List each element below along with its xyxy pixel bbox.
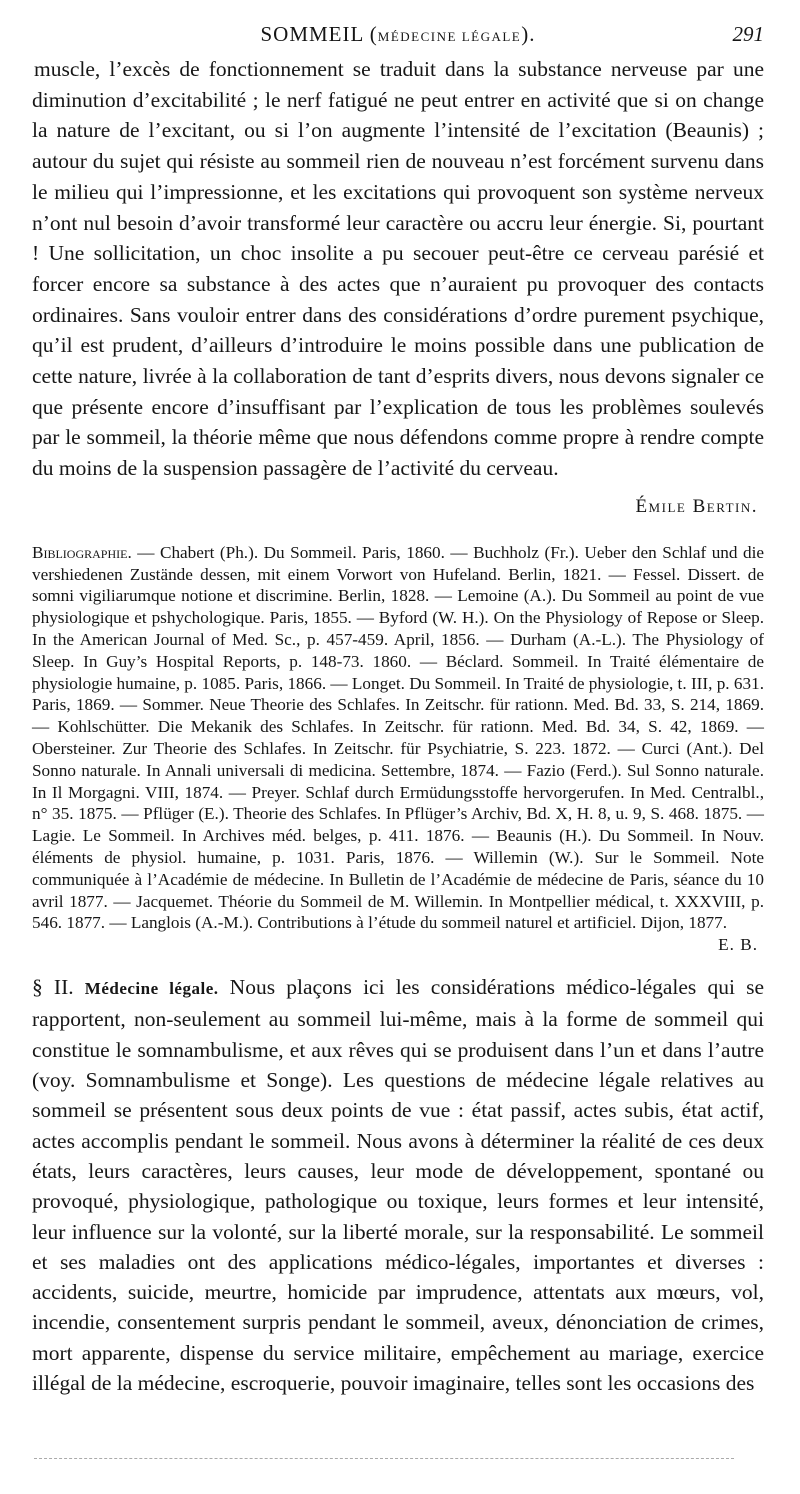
running-title-close: ). xyxy=(521,22,536,46)
section-medecine-legale xyxy=(32,972,764,1398)
running-title-main: SOMMEIL ( xyxy=(260,22,378,46)
bibliography-initials: E. B. xyxy=(718,935,758,955)
author-signature: Émile Bertin. xyxy=(635,495,758,517)
running-head xyxy=(32,22,764,54)
footer-rule xyxy=(34,1458,734,1459)
running-title xyxy=(32,22,764,47)
section-heading: Médecine légale. xyxy=(84,979,219,999)
bibliography-label: Bibliographie. xyxy=(32,542,132,562)
section-number: § II. xyxy=(32,975,74,1000)
page-number: 291 xyxy=(732,22,764,46)
bibliography-text: — Chabert (Ph.). Du Sommeil. Paris, 1860. — Buchholz (Fr.). Ueber den Schlaf und die vershiedenen Zustände dessen, mit einem Vorwort von Hufeland. Berlin, 1821. — Fessel. Dissert. de somni vigiliarumque notione et discrimine. Berlin, 1828. — Lemoine (A.). Du Sommeil au point de vue physiologique et pshychologique. Paris, 1855. — Byford (W. H.). On the Physiology of Repose or Sleep. In the American Journal of Med. Sc., p. 457-459. April, 1856. — Durham (A.-L.). The Physiology of Sleep. In Guy’s Hospital Reports, p. 148-73. 1860. — Béclard. Sommeil. In Traité élémentaire de physiologie humaine, p. 1085. Paris, 1866. — Longet. Du Sommeil. In Traité de physiologie, t. III, p. 631. Paris, 1869. — Sommer. Neue Theorie des Schlafes. In Zeitschr. für rationn. Med. Bd. 33, S. 214, 1869. — Kohlschütter. Die Mekanik des Schlafes. In Zeitschr. für rationn. Med. Bd. 34, S. 42, 1869. — Obersteiner. Zur Theorie des Schlafes. In Zeitschr. für Psychiatrie, S. 223. 1872. — Curci (Ant.). Del Sonno naturale. In Annali universali di medicina. Settembre, 1874. — Fazio (Ferd.). Sul Sonno naturale. In Il Morgagni. VIII, 1874. — Preyer. Schlaf durch Ermüdungsstoffe hervorgerufen. In Med. Centralbl., n° 35. 1875. — Pflüger (E.). Theorie des Schlafes. In Pflüger’s Archiv, Bd. X, H. 8, u. 9, S. 468. 1875. — Lagie. Le Sommeil. In Archives méd. belges, p. 411. 1876. — Beaunis (H.). Du Sommeil. In Nouv. éléments de physiol. humaine, p. 1031. Paris, 1876. — Willemin (W.). Sur le Sommeil. Note communiquée à l’Académie de médecine. In Bulletin de l’Académie de médecine de Paris, séance du 10 avril 1877. — Jacquemet. Théorie du Sommeil de M. Willemin. In Montpellier médical, t. XXXVIII, p. 546. 1877. — Langlois (A.-M.). Contributions à l’étude du sommeil naturel et artificiel. Dijon, 1877. xyxy=(32,542,764,933)
running-title-sub: MÉDECINE LÉGALE xyxy=(377,29,522,44)
page xyxy=(32,22,764,1398)
bibliography xyxy=(32,542,764,955)
section-text: Nous plaçons ici les considérations médico-légales qui se rapportent, non-seulement au sommeil lui-même, mais à la forme de sommeil qui constitue le somnambulisme, et aux rêves qui se produisent dans l’un et dans l’autre (voy. Somnambulisme et Songe). Les questions de médecine légale relatives au sommeil se présentent sous deux points de vue : état passif, actes subis, état actif, actes accomplis pendant le sommeil. Nous avons à déterminer la réalité de ces deux états, leurs caractères, leurs causes, leur mode de développement, spontané ou provoqué, physiologique, pathologique ou toxique, leurs formes et leur intensité, leur influence sur la volonté, sur la liberté morale, sur la responsabilité. Le sommeil et ses maladies ont des applications médico-légales, importantes et diverses : accidents, suicide, meurtre, homicide par imprudence, attentats aux mœurs, vol, incendie, consentement surpris pendant le sommeil, aveux, dénonciation de crimes, mort apparente, dispense du service militaire, empêchement au mariage, exercice illégal de la médecine, escroquerie, pouvoir imaginaire, telles sont les occasions des xyxy=(32,975,765,1396)
continued-paragraph: muscle, l’excès de fonctionnement se traduit dans la substance nerveuse par une diminution d’excitabilité ; le nerf fatigué ne peut entrer en activité que si on change la nature de l’excitant, ou si l’on augmente l’intensité de l’excitation (Beaunis) ; autour du sujet qui résiste au sommeil rien de nouveau n’est forcément survenu dans le milieu qui l’impressionne, et les excitations qui provoquent son système nerveux n’ont nul besoin d’avoir transformé leur caractère ou accru leur énergie. Si, pourtant ! Une sollicitation, un choc insolite a pu secouer peut-être ce cerveau parésié et forcer encore sa substance à des actes que n’auraient pu provoquer des contacts ordinaires. Sans vouloir entrer dans des considérations d’ordre purement psychique, qu’il est prudent, d’ailleurs d’introduire le moins possible dans une publication de cette nature, livrée à la collaboration de tant d’esprits divers, nous devons signaler ce que présente encore d’insuffisant par l’explication de tous les problèmes soulevés par le sommeil, la théorie même que nous défendons comme propre à rendre compte du moins de la suspension passagère de l’activité du cerveau. xyxy=(32,57,764,481)
